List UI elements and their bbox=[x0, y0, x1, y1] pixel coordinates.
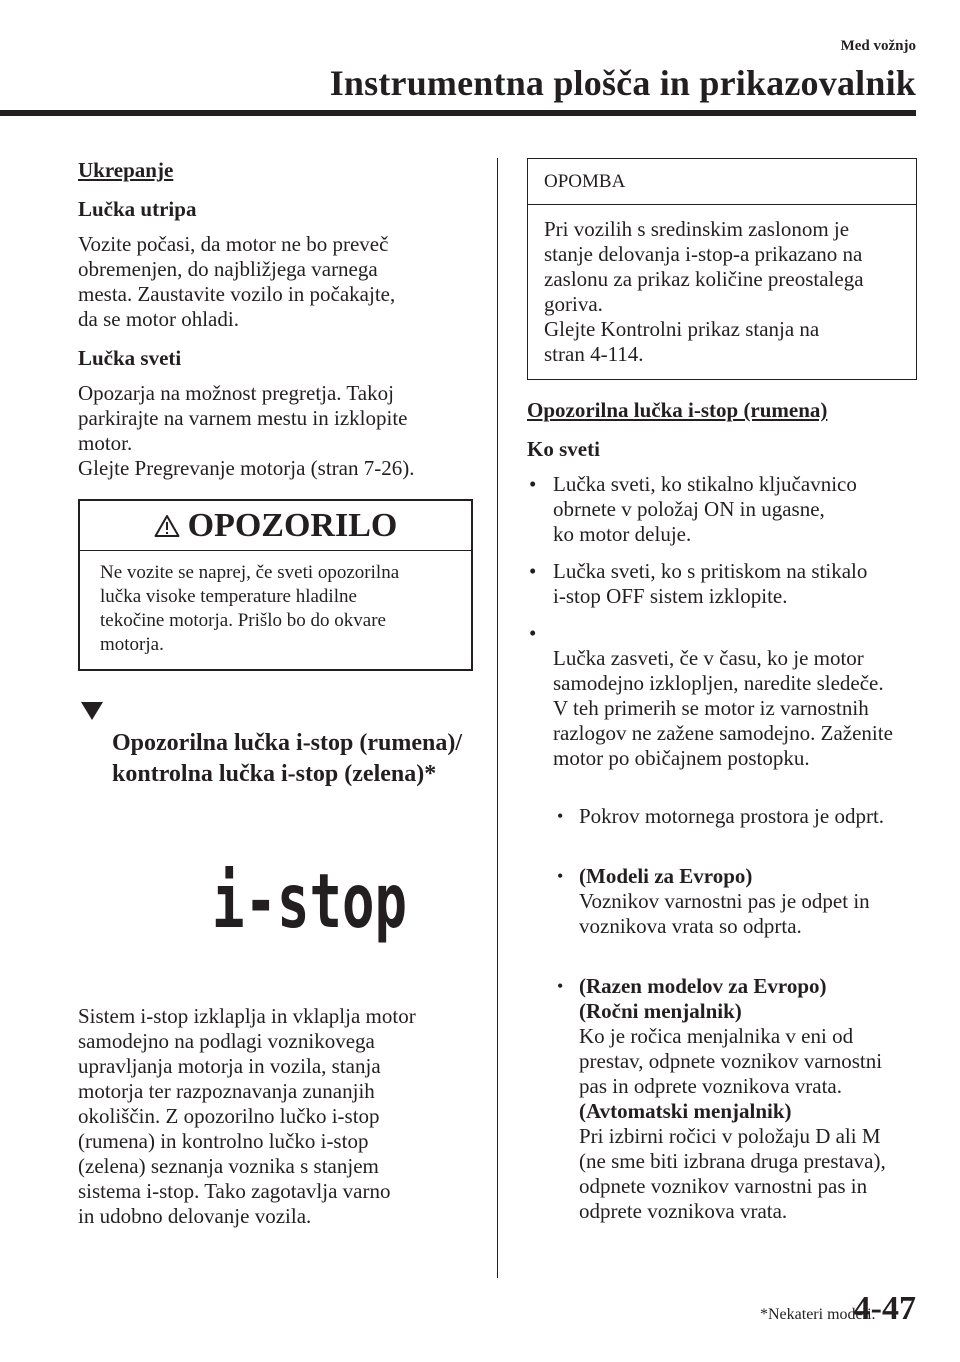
sub-list-item bbox=[553, 864, 917, 939]
page-number: 4-47 bbox=[853, 1290, 916, 1327]
note-title: OPOMBA bbox=[528, 159, 916, 205]
warning-header bbox=[80, 501, 471, 551]
section-triangle-icon bbox=[80, 701, 104, 721]
sub-bullet-list bbox=[553, 779, 917, 1259]
heading-ukrepanje: Ukrepanje bbox=[78, 158, 174, 182]
warning-text: Ne vozite se naprej, če sveti opozorilna lučka visoke temperature hladilne tekočine motorja. Prišlo bo do okvare motorja. bbox=[100, 562, 400, 655]
header-rule bbox=[0, 110, 916, 116]
header-section-label: Med vožnjo bbox=[840, 38, 916, 54]
list-item-text: Lučka zasveti, če v času, ko je motor samodejno izklopljen, naredite sledeče. V teh primerih se motor iz varnostnih razlogov ne zažene samodejno. Zaženite motor po običajnem postopku. bbox=[553, 646, 893, 770]
text-blinking: Vozite počasi, da motor ne bo preveč obremenjen, do najbližjega varnega mesta. Zaustavite vozilo in počakajte, da se motor ohladi. bbox=[78, 232, 396, 331]
list-item: • Lučka sveti, ko s pritiskom na stikalo i-stop OFF sistem izklopite. bbox=[527, 559, 917, 609]
right-column bbox=[527, 158, 917, 1296]
sub-list-item bbox=[553, 974, 917, 1224]
sub-label: (Avtomatski menjalnik) bbox=[579, 1099, 792, 1123]
sub-text: Ko je ročica menjalnika v eni od prestav, odpnete voznikov varnostni pas in odprete voznikova vrata. bbox=[579, 1024, 883, 1098]
istop-description: Sistem i-stop izklaplja in vklaplja motor samodejno na podlagi voznikovega upravljanja motorja in vozila, stanja motorja ter razpoznavanja zunanjih okoliščin. Z opozorilno lučko i-stop (rumena) in kontrolno lučko i-stop (zelena) seznanja voznika s stanjem sistema i-stop. Tako zagotavlja varno in udobno delovanje vozila. bbox=[78, 1004, 416, 1228]
warning-triangle-icon bbox=[154, 514, 180, 538]
sub-text: Voznikov varnostni pas je odpet in voznikova vrata so odprta. bbox=[579, 889, 870, 938]
note-box bbox=[527, 158, 917, 380]
sub-list-item: • Pokrov motornega prostora je odprt. bbox=[553, 804, 917, 829]
label-blinking: Lučka utripa bbox=[78, 197, 197, 221]
heading-istop-amber: Opozorilna lučka i-stop (rumena) bbox=[527, 398, 828, 422]
warning-title: OPOZORILO bbox=[187, 507, 398, 544]
page-title: Instrumentna plošča in prikazovalnik bbox=[329, 63, 916, 103]
istop-logo-text: i-stop bbox=[212, 857, 408, 946]
section-heading-text: Opozorilna lučka i-stop (rumena)/ kontrolna lučka i-stop (zelena)* bbox=[112, 730, 463, 787]
left-column bbox=[78, 158, 473, 1243]
label-lit: Lučka sveti bbox=[78, 346, 182, 370]
bullet-list bbox=[527, 472, 917, 1284]
sub-label: (Modeli za Evropo) bbox=[579, 864, 753, 888]
column-divider bbox=[497, 158, 498, 1278]
note-text: Pri vozilih s sredinskim zaslonom je stanje delovanja i-stop-a prikazano na zaslonu za prikaz količine preostalega goriva. Glejte Kontrolni prikaz stanja na stran 4-114. bbox=[544, 217, 864, 366]
label-when-lit: Ko sveti bbox=[527, 437, 600, 461]
list-item: • Lučka sveti, ko stikalno ključavnico obrnete v položaj ON in ugasne, ko motor deluje. bbox=[527, 472, 917, 547]
istop-indicator-icon bbox=[212, 857, 408, 946]
list-item bbox=[527, 621, 917, 1284]
sub-label: (Ročni menjalnik) bbox=[579, 999, 742, 1023]
istop-indicator-figure bbox=[78, 814, 473, 1004]
sub-label: (Razen modelov za Evropo) bbox=[579, 974, 827, 998]
text-lit: Opozarja na možnost pregretja. Takoj parkirajte na varnem mestu in izklopite motor. Glejte Pregrevanje motorja (stran 7-26). bbox=[78, 381, 415, 480]
section-heading-istop bbox=[78, 697, 473, 790]
sub-text: Pri izbirni ročici v položaju D ali M (ne sme biti izbrana druga prestava), odpnete voznikov varnostni pas in odprete voznikova vrata. bbox=[579, 1124, 886, 1223]
warning-box bbox=[78, 499, 473, 671]
footnote: *Nekateri modeli. bbox=[760, 1306, 876, 1323]
